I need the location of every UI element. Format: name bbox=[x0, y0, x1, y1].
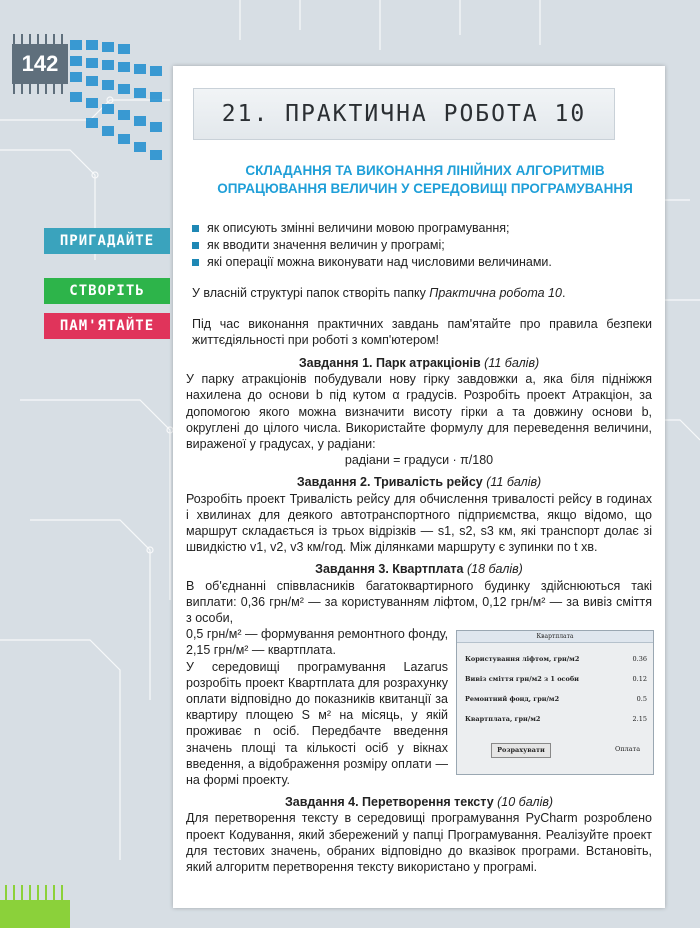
create-text-before: У власній структурі папок створіть папку bbox=[192, 286, 430, 300]
form-row-label: Ремонтний фонд, грн/м2 bbox=[465, 695, 560, 703]
task4-title: Завдання 4. Перетворення тексту bbox=[284, 795, 494, 810]
list-item bbox=[192, 254, 652, 270]
label-remember: ПРИГАДАЙТЕ bbox=[44, 228, 170, 254]
create-text bbox=[192, 285, 652, 301]
task3-heading bbox=[186, 561, 652, 577]
task1-formula: радіани = градуси · π/180 bbox=[344, 453, 494, 468]
kvartplata-form-screenshot bbox=[456, 630, 654, 775]
form-row-label: Квартплата, грн/м2 bbox=[465, 715, 541, 723]
list-item-text: як описують змінні величини мовою програмування; bbox=[207, 221, 510, 235]
payment-label: Оплата bbox=[615, 745, 641, 753]
task3-body1: В об'єднанні співвласників багатоквартирного будинку здійснюються такі виплати: 0,36 грн/м² — за користуванням ліфтом, 0,12 грн/м² — за вивіз сміття з особи, bbox=[186, 578, 652, 626]
form-caption: Квартплата bbox=[457, 631, 653, 643]
bullet-square-icon bbox=[192, 242, 199, 249]
form-row-value: 2.15 bbox=[632, 715, 647, 723]
form-row bbox=[465, 715, 647, 723]
task3-body3: 2,15 грн/м² — квартплата. bbox=[186, 643, 336, 658]
form-row-label: Вивіз сміття грн/м2 з 1 особи bbox=[465, 675, 579, 683]
task2-title: Завдання 2. Тривалість рейсу bbox=[296, 475, 483, 490]
task2-heading bbox=[186, 474, 652, 490]
task2-body: Розробіть проект Тривалість рейсу для обчислення тривалості рейсу в годинах і хвилинах для деякого автотранспортного підприємства, якщо відомо, що маршрут складається із трьох відрізків — s1, s2, s3 км, які транспорт долає зі швидкістю v1, v2, v3 км/год. Між ділянками маршруту є зупинки по t хв. bbox=[186, 491, 652, 555]
page-number: 142 bbox=[12, 44, 68, 84]
task1-heading bbox=[186, 355, 652, 371]
list-item bbox=[192, 237, 652, 253]
bullet-square-icon bbox=[192, 225, 199, 232]
label-create: СТВОРІТЬ bbox=[44, 278, 170, 304]
bullet-square-icon bbox=[192, 259, 199, 266]
form-row bbox=[465, 675, 647, 683]
list-item-text: як вводити значення величин у програмі; bbox=[207, 238, 445, 252]
form-row-label: Користування ліфтом, грн/м2 bbox=[465, 655, 580, 663]
form-row-value: 0.12 bbox=[632, 675, 647, 683]
title-band bbox=[193, 88, 615, 140]
task1-title: Завдання 1. Парк атракціонів bbox=[298, 356, 481, 370]
form-row-value: 0.36 bbox=[632, 655, 647, 663]
task3-body4: У середовищі програмування Lazarus розробіть проект Квартплата для розрахунку оплати відповідно до показників квитанції за квартиру площею S м² на місяць, у якій проживає n осіб. Передбачте введення значень площі та кількості осіб у вікнах введення, а відображення розміру оплати — на формі проекту. bbox=[186, 659, 448, 788]
create-text-folder: Практична робота 10 bbox=[429, 286, 562, 300]
create-text-after: . bbox=[561, 286, 566, 300]
task1-body: У парку атракціонів побудували нову гірку завдовжки a, яка біля підніжжя нахилена до основи b під кутом α градусів. Розробіть проект Атракціон, за допомогою якого можна визначити висоту гірки a та довжину основи b, округлені до цілого числа. Використайте формулу для переведення величини, вираженої у градусах, у радіани: bbox=[186, 372, 652, 452]
list-item-text: які операції можна виконувати над числовими величинами. bbox=[207, 255, 552, 269]
tasks-content bbox=[186, 349, 652, 875]
page-title: 21. ПРАКТИЧНА РОБОТА 10 bbox=[221, 101, 587, 127]
task1-points: (11 балів) bbox=[484, 356, 540, 370]
task3-points: (18 балів) bbox=[466, 562, 523, 577]
calculate-button[interactable]: Розрахувати bbox=[491, 743, 551, 758]
note-text: Під час виконання практичних завдань пам'ятайте про правила безпеки життєдіяльності при роботі з комп'ютером! bbox=[192, 317, 652, 347]
form-row bbox=[465, 655, 647, 663]
task3-title: Завдання 3. Квартплата bbox=[315, 562, 464, 577]
remember-list bbox=[192, 220, 652, 271]
task4-body: Для перетворення тексту в середовищі програмування PyCharm розроблено проект Кодування, який збережений у папці Програмування. Реалізуйте проект для тестових значень, обраних відповідно до вказівок програми. Встановіть, який алгоритм перетворення тексту використано у програмі. bbox=[186, 811, 652, 875]
task3-body2: 0,5 грн/м² — формування ремонтного фонду, bbox=[186, 627, 449, 642]
label-note: ПАМ'ЯТАЙТЕ bbox=[44, 313, 170, 339]
task4-points: (10 балів) bbox=[497, 795, 554, 810]
form-row-value: 0.5 bbox=[636, 695, 647, 703]
page-subtitle: СКЛАДАННЯ ТА ВИКОНАННЯ ЛІНІЙНИХ АЛГОРИТМІВ ОПРАЦЮВАННЯ ВЕЛИЧИН У СЕРЕДОВИЩІ ПРОГРАМУВАННЯ bbox=[217, 163, 633, 196]
task2-points: (11 балів) bbox=[486, 475, 542, 490]
list-item bbox=[192, 220, 652, 236]
task4-heading bbox=[186, 794, 652, 810]
form-row bbox=[465, 695, 647, 703]
